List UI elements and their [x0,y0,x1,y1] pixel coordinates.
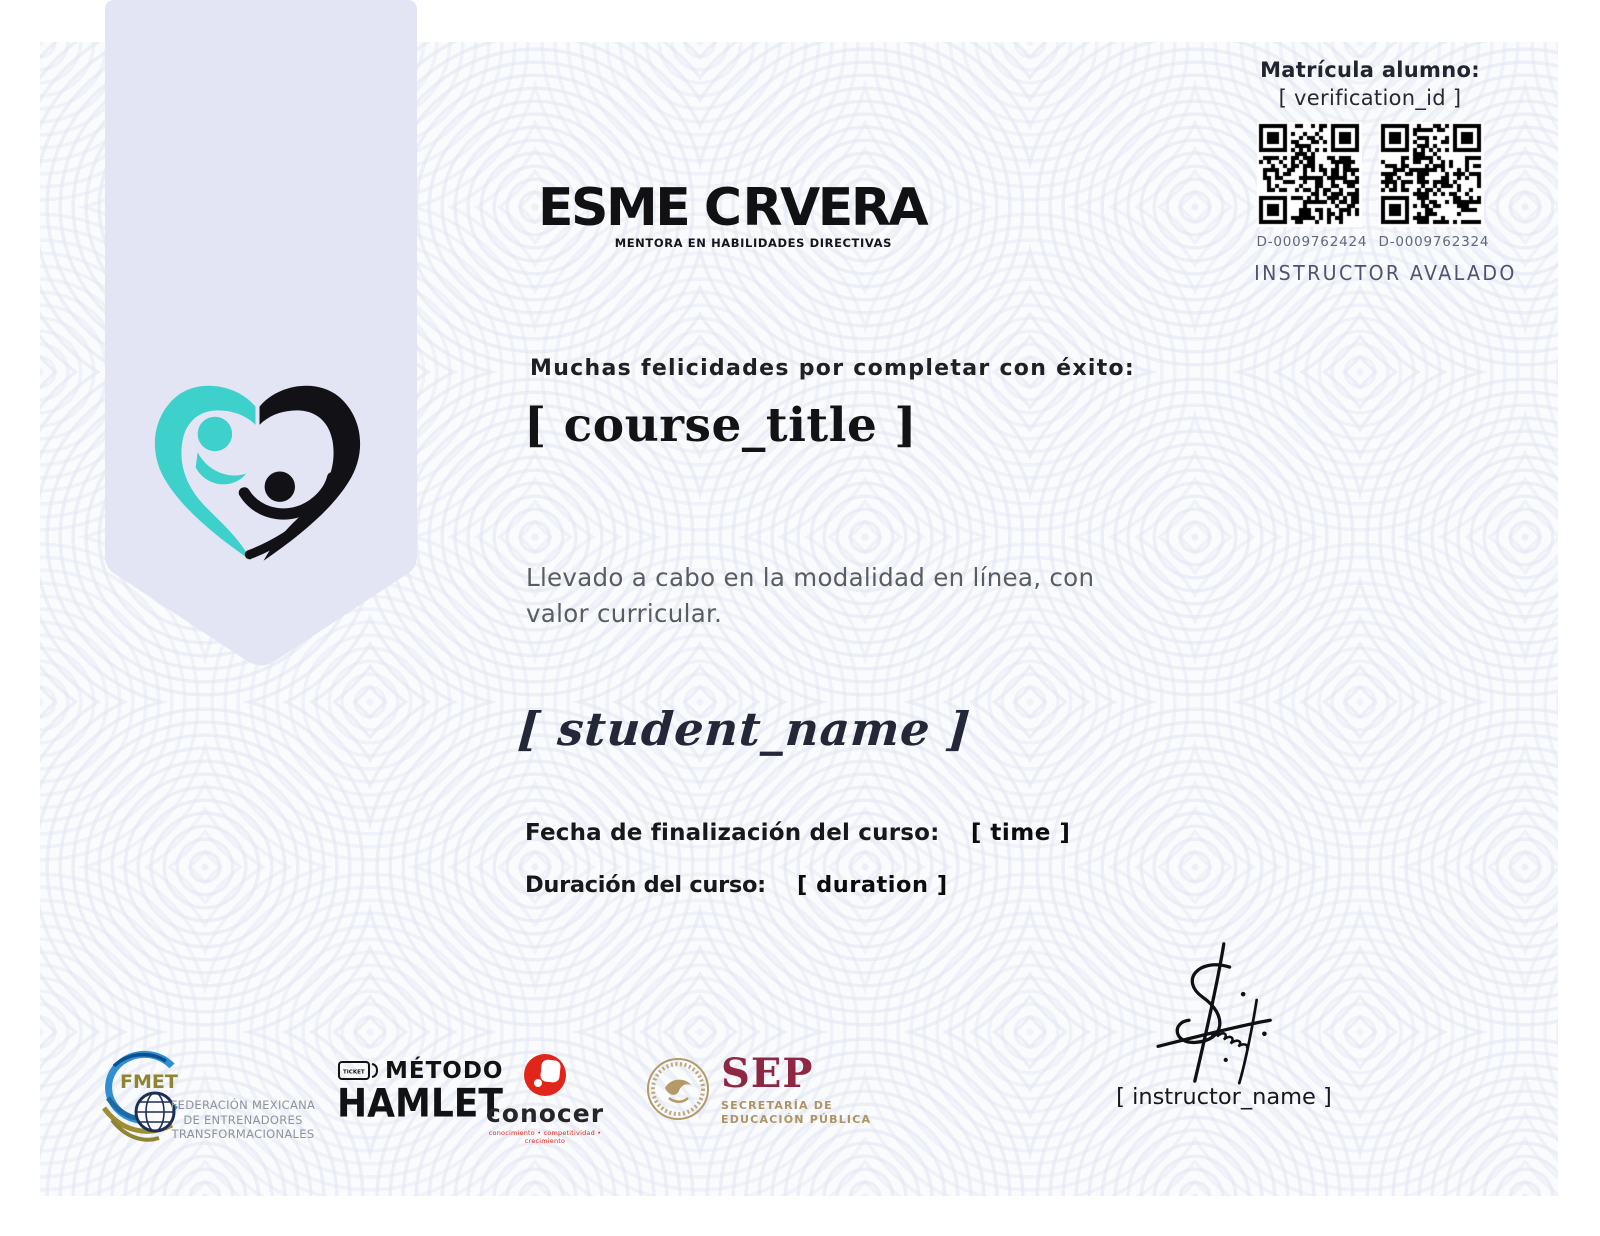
signature-icon [1148,940,1288,1085]
duration-label: Duración del curso: [525,872,766,898]
qr-cell [1378,122,1490,250]
sep-line: SECRETARÍA DE [721,1099,833,1112]
brand-logo [538,178,927,250]
conocer-logo [485,1052,605,1145]
fmet-line: TRANSFORMACIONALES [171,1127,315,1141]
qr-code-label: D-0009762324 [1378,234,1490,250]
brand-name-pre: ESME C [538,178,740,238]
qr-code-label: D-0009762424 [1256,234,1368,250]
instructor-status-badge: INSTRUCTOR AVALADO [1254,261,1517,285]
verification-id: [ verification_id ] [1278,86,1462,110]
qr-code-icon [1379,122,1484,227]
fmet-acronym: FMET [120,1071,178,1093]
hamlet-name: HAMLET [337,1082,503,1127]
hamlet-metodo: MÉTODO [385,1058,504,1084]
brand-name [538,178,927,238]
ticket-icon [337,1059,379,1083]
instructor-name: [ instructor_name ] [1116,1084,1332,1110]
sep-name: SEP [721,1050,814,1097]
modality-text: Llevado a cabo en la modalidad en línea, con valor curricular. [526,563,1095,628]
sep-subtitle [721,1099,871,1127]
sep-logo [645,1050,871,1127]
fmet-name [168,1098,318,1142]
matricula-block [1248,58,1517,285]
ticket-label: TICKET [343,1069,365,1076]
qr-code-icon [1257,122,1362,227]
completion-date-value: [ time ] [970,820,1071,846]
course-title: [ course_title ] [524,398,917,453]
conocer-badge-icon [522,1052,568,1098]
brand-heart-icon [150,375,365,570]
fmet-line: FEDERACIÓN MEXICANA [170,1098,316,1112]
conocer-name: conocer [485,1099,605,1128]
congrats-text: Muchas felicidades por completar con éxito: [530,356,1136,381]
brand-tagline: MENTORA EN HABILIDADES DIRECTIVAS [614,236,892,250]
sep-line: EDUCACIÓN PÚBLICA [721,1113,872,1126]
student-name: [ student_name ] [516,702,973,756]
sep-seal-icon [645,1056,711,1122]
hamlet-logo [337,1058,504,1127]
duration-value: [ duration ] [797,872,948,898]
fmet-line: DE ENTRENADORES [183,1112,303,1127]
completion-date-label: Fecha de finalización del curso: [525,820,940,846]
conocer-tagline: conocimiento • competitividad • crecimiento [488,1129,602,1145]
qr-cell [1256,122,1368,250]
duration-row [525,872,948,898]
matricula-title: Matrícula alumno: [1260,58,1480,82]
brand-name-post: RVERA [742,178,927,238]
completion-date-row [525,820,1070,846]
ribbon-banner [105,0,417,672]
qr-row [1248,122,1492,250]
